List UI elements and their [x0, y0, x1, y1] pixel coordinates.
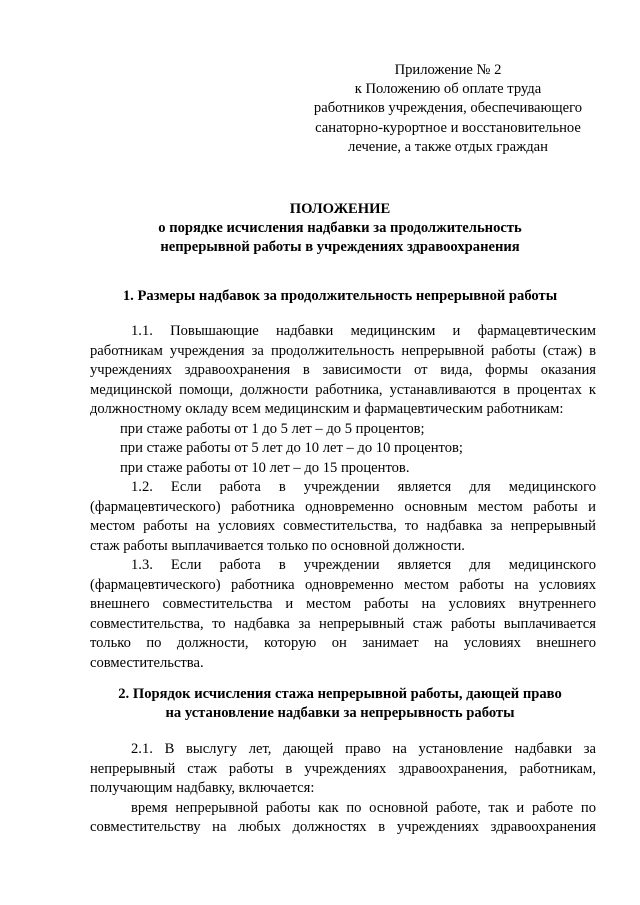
paragraph-line: только по должности, которую он занимает на условиях внешнего [90, 635, 596, 651]
paragraph-line: получающим надбавку, включается: [90, 780, 315, 796]
paragraph-line: совместительства, то надбавка за непрерывный стаж работы выплачивается [90, 615, 596, 632]
section-1-heading-text: 1. Размеры надбавок за продолжительность непрерывной работы [122, 288, 558, 304]
paragraph-line: время непрерывной работы как по основной работе, так и работе по [131, 799, 596, 816]
paragraph-line: 1.2. Если работа в учреждении является для медицинского [131, 479, 596, 495]
section-2-body [90, 740, 596, 838]
appendix-line: санаторно-курортное и восстановительное [315, 119, 581, 136]
list-item: при стаже работы от 10 лет – до 15 процентов. [120, 459, 410, 476]
appendix-header [300, 61, 596, 157]
appendix-line: работников учреждения, обеспечивающего [313, 100, 583, 117]
paragraph-line: 1.1. Повышающие надбавки медицинским и фармацевтическим [131, 323, 596, 339]
paragraph-line: внешнего совместительства и местом работы на условиях внутреннего [90, 596, 596, 612]
paragraph-line: (фармацевтического) работника одновременно местом работы на условиях [90, 576, 596, 593]
section-1-body [90, 322, 596, 673]
appendix-line: к Положению об оплате труда [354, 81, 542, 98]
paragraph-line: 1.3. Если работа в учреждении является для медицинского [131, 557, 596, 573]
title-heading: ПОЛОЖЕНИЕ [289, 201, 391, 217]
section-1-heading [80, 287, 600, 306]
title-subline: непрерывной работы в учреждениях здравоохранения [160, 239, 520, 256]
paragraph-line: (фармацевтического) работника одновременно основным местом работы и [90, 498, 596, 515]
paragraph-line: 2.1. В выслугу лет, дающей право на установление надбавки за [131, 741, 596, 757]
section-2-heading-line: на установление надбавки за непрерывность работы [165, 705, 515, 722]
title-subline: о порядке исчисления надбавки за продолжительность [158, 220, 522, 237]
document-title [80, 200, 600, 258]
section-2-heading [80, 685, 600, 723]
paragraph-line: совместительства. [90, 654, 204, 671]
list-item: при стаже работы от 1 до 5 лет – до 5 процентов; [120, 420, 425, 437]
section-2-heading-line: 2. Порядок исчисления стажа непрерывной работы, дающей право [118, 686, 562, 702]
paragraph-line: медицинской помощи, должности работника, устанавливаются в процентах к [90, 381, 596, 398]
paragraph-line: местом работы на условиях совместительства, то надбавка за непрерывный [90, 518, 596, 534]
paragraph-line: совместительству на любых должностях в учреждениях здравоохранения [90, 819, 596, 835]
paragraph-line: должностному окладу всем медицинским и фармацевтическим работникам: [90, 401, 564, 417]
paragraph-line: работникам учреждения за продолжительность непрерывной работы (стаж) в [90, 342, 596, 359]
paragraph-line: непрерывный стаж работы в учреждениях здравоохранения, работникам, [90, 760, 596, 777]
appendix-line: Приложение № 2 [394, 62, 502, 78]
paragraph-line: учреждениях здравоохранения в зависимости от вида, формы оказания [90, 362, 596, 378]
paragraph-line: стаж работы выплачивается только по основной должности. [90, 537, 465, 554]
appendix-line: лечение, а также отдых граждан [348, 138, 548, 155]
list-item: при стаже работы от 5 лет до 10 лет – до 10 процентов; [120, 440, 463, 456]
